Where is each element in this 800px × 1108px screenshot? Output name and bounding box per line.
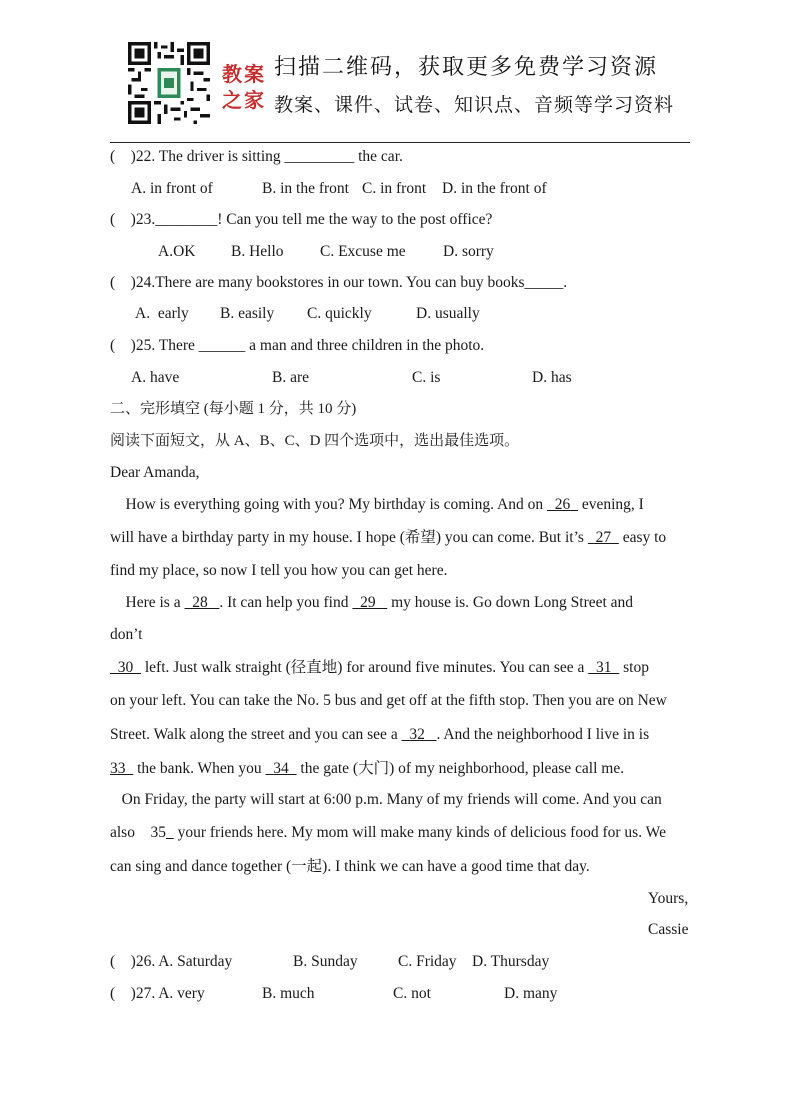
letter-paragraph-3-line-3: can sing and dance together (一起). I think we can have a good time that day.	[110, 858, 590, 875]
letter-paragraph-2-line-2: don’t	[110, 626, 143, 643]
blank-29: 29	[352, 594, 388, 611]
question-26-option-d: D. Thursday	[472, 953, 550, 970]
question-22-stem: ( )22. The driver is sitting _________ the car.	[110, 148, 403, 165]
question-27-option-c: C. not	[393, 985, 431, 1002]
section-instruction: 阅读下面短文，从 A、B、C、D 四个选项中，选出最佳选项。	[110, 433, 520, 449]
question-27-option-b: B. much	[262, 985, 315, 1002]
letter-paragraph-2-line-4: on your left. You can take the No. 5 bus and get off at the fifth stop. Then you are on New	[110, 692, 667, 709]
header-slogan: 扫描二维码，获取更多免费学习资源	[274, 55, 659, 80]
blank-28: 28	[184, 594, 220, 611]
question-23-option-d: D. sorry	[443, 243, 494, 260]
blank-32: 32	[401, 726, 437, 743]
question-26-option-c: C. Friday	[398, 953, 457, 970]
question-25-option-c: C. is	[412, 369, 441, 386]
question-26-option-b: B. Sunday	[293, 953, 358, 970]
question-24-option-c: C. quickly	[307, 305, 372, 322]
header-subtitle: 教案、课件、试卷、知识点、音频等学习资料	[274, 94, 675, 116]
qr-code-icon	[128, 42, 210, 124]
blank-27: 27	[587, 529, 619, 546]
letter-paragraph-2-line-6: 33 the bank. When you 34 the gate (大门) of my neighborhood, please call me.	[110, 760, 625, 777]
question-22-option-a: A. in front of	[131, 180, 213, 197]
header-divider	[110, 142, 690, 143]
blank-31: 31	[588, 659, 620, 676]
letter-paragraph-2-line-5: Street. Walk along the street and you can see a 32 . And the neighborhood I live in is	[110, 726, 650, 743]
question-23-stem: ( )23.________! Can you tell me the way to the post office?	[110, 211, 493, 228]
question-24-option-a: A. early	[135, 305, 189, 322]
letter-paragraph-3-line-2: also 35 your friends here. My mom will make many kinds of delicious food for us. We	[110, 824, 666, 841]
letter-greeting: Dear Amanda,	[110, 464, 200, 481]
letter-paragraph-2-line-1: Here is a 28 . It can help you find 29 my house is. Go down Long Street and	[110, 594, 634, 611]
question-25-option-b: B. are	[272, 369, 310, 386]
question-22-option-b: B. in the front	[262, 180, 349, 197]
letter-paragraph-2-line-3: 30 left. Just walk straight (径直地) for around five minutes. You can see a 31 stop	[110, 659, 649, 676]
question-24-option-b: B. easily	[220, 305, 275, 322]
blank-35	[166, 824, 174, 841]
blank-26: 26	[546, 496, 578, 513]
question-22-option-c: C. in front	[362, 180, 427, 197]
question-25-stem: ( )25. There ______ a man and three children in the photo.	[110, 337, 485, 354]
question-22-option-d: D. in the front of	[442, 180, 547, 197]
letter-signature: Cassie	[648, 921, 689, 938]
logo-text-bottom: 之家	[222, 88, 266, 112]
blank-33: 33	[110, 760, 134, 777]
question-26-stem: ( )26. A. Saturday	[110, 953, 233, 970]
question-23-option-c: C. Excuse me	[320, 243, 406, 260]
logo	[216, 56, 272, 112]
question-27-option-d: D. many	[504, 985, 558, 1002]
question-24-option-d: D. usually	[416, 305, 480, 322]
question-23-option-a: A.OK	[158, 243, 196, 260]
logo-text-top: 教案	[222, 62, 266, 86]
blank-30: 30	[110, 659, 141, 676]
letter-paragraph-1-line-3: find my place, so now I tell you how you can get here.	[110, 562, 448, 579]
letter-closing: Yours,	[648, 890, 689, 907]
question-25-option-d: D. has	[532, 369, 572, 386]
blank-34: 34	[265, 760, 297, 777]
section-title: 二、完形填空 (每小题 1 分，共 10 分)	[110, 401, 357, 417]
letter-paragraph-3-line-1: On Friday, the party will start at 6:00 p.m. Many of my friends will come. And you can	[110, 791, 662, 808]
question-23-option-b: B. Hello	[231, 243, 284, 260]
question-27-stem: ( )27. A. very	[110, 985, 205, 1002]
question-24-stem: ( )24.There are many bookstores in our town. You can buy books_____.	[110, 274, 568, 291]
question-25-option-a: A. have	[131, 369, 180, 386]
letter-paragraph-1-line-2: will have a birthday party in my house. I hope (希望) you can come. But it’s 27 easy to	[110, 529, 667, 546]
letter-paragraph-1-line-1: How is everything going with you? My birthday is coming. And on 26 evening, I	[110, 496, 644, 513]
